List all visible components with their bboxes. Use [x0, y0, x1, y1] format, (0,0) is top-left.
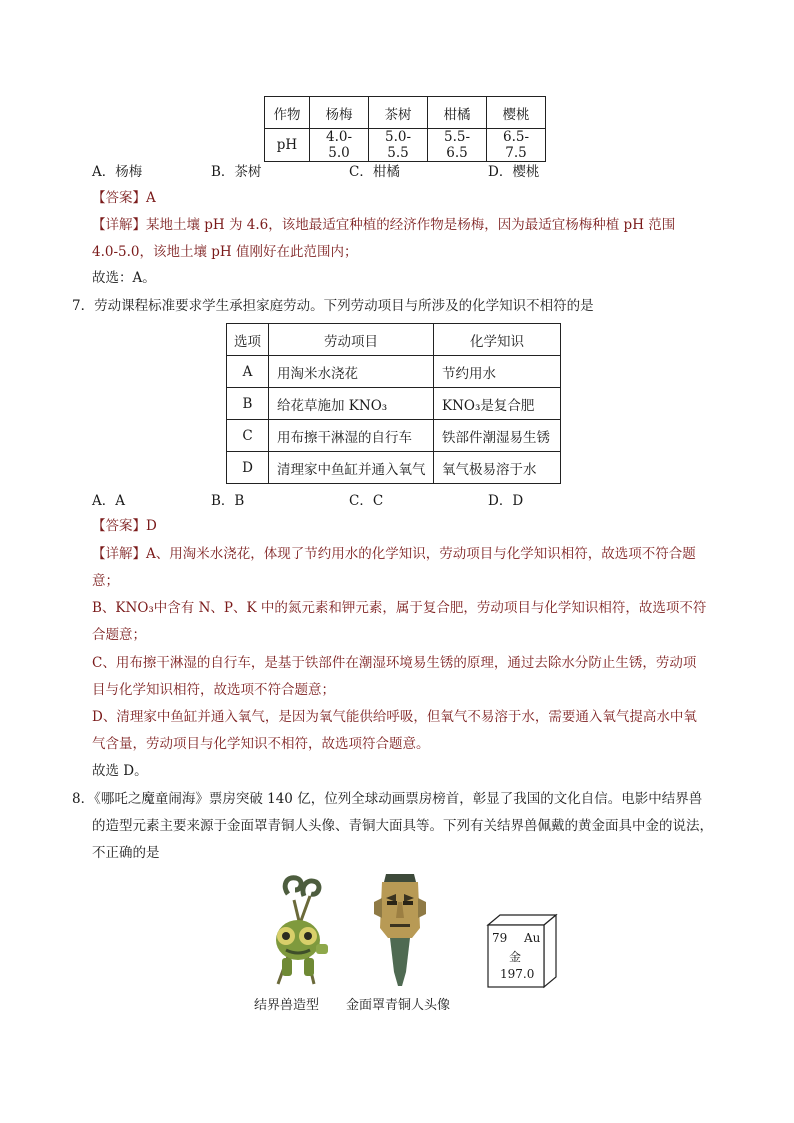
- table-cell: A: [227, 356, 269, 388]
- q7-option-b: B．B: [211, 493, 245, 509]
- element-name: 金: [509, 950, 522, 964]
- table-cell: 樱桃: [487, 97, 546, 129]
- table-cell: 节约用水: [434, 356, 561, 388]
- q6-conclusion: 故选：A。: [92, 270, 156, 286]
- q7-labor-table: [226, 323, 561, 484]
- q7-answer: 【答案】D: [92, 518, 157, 534]
- table-cell: pH: [265, 129, 310, 162]
- q8-stem-line3: 不正确的是: [92, 845, 160, 861]
- table-cell: 劳动项目: [269, 324, 434, 356]
- caption-bronze-head: 金面罩青铜人头像: [346, 998, 451, 1013]
- table-cell: 给花草施加 KNO₃: [269, 388, 434, 420]
- table-cell: 清理家中鱼缸并通入氧气: [269, 452, 434, 484]
- table-cell: 化学知识: [434, 324, 561, 356]
- detail-text: A、用淘米水浇花，体现了节约用水的化学知识，劳动项目与化学知识相符，故选项不符合题: [146, 546, 696, 562]
- table-row: [265, 97, 546, 129]
- q7-option-c: C．C: [349, 493, 384, 509]
- table-cell: 5.0-5.5: [369, 129, 428, 162]
- table-cell: 茶树: [369, 97, 428, 129]
- table-row: [227, 420, 561, 452]
- q7-stem: 7．劳动课程标准要求学生承担家庭劳动。下列劳动项目与所涉及的化学知识不相符的是: [72, 298, 594, 314]
- table-cell: 柑橘: [428, 97, 487, 129]
- table-cell: KNO₃是复合肥: [434, 388, 561, 420]
- detail-tag: 【详解】: [92, 546, 146, 562]
- element-symbol: Au: [524, 931, 541, 945]
- table-cell: 铁部件潮湿易生锈: [434, 420, 561, 452]
- q7-detail-line7: D、清理家中鱼缸并通入氧气，是因为氧气能供给呼吸，但氧气不易溶于水，需要通入氧气提高水中氧: [92, 709, 697, 725]
- q6-detail-line1: [92, 215, 675, 235]
- q7-detail-line2: 意；: [92, 573, 119, 589]
- table-cell: 选项: [227, 324, 269, 356]
- q7-option-a: A．A: [92, 493, 125, 509]
- q7-detail-line6: 目与化学知识相符，故选项不符合题意；: [92, 682, 335, 698]
- detail-tag: 【详解】: [92, 217, 146, 233]
- caption-guardian-beast: 结界兽造型: [254, 998, 320, 1013]
- table-cell: 5.5-6.5: [428, 129, 487, 162]
- table-row: [227, 452, 561, 484]
- q7-detail-line4: 合题意；: [92, 627, 146, 643]
- q7-conclusion: 故选 D。: [92, 763, 148, 779]
- table-row: [227, 356, 561, 388]
- q7-detail-line3: B、KNO₃中含有 N、P、K 中的氮元素和钾元素，属于复合肥，劳动项目与化学知识相符，故选项不符: [92, 600, 707, 616]
- bronze-head-image: [368, 872, 432, 988]
- element-cell-image: [486, 913, 558, 991]
- table-cell: 作物: [265, 97, 310, 129]
- table-row: [265, 129, 546, 162]
- guardian-beast-image: [264, 874, 334, 986]
- q6-detail-line2: 4.0-5.0，该地土壤 pH 值刚好在此范围内；: [92, 244, 358, 260]
- atomic-number: 79: [492, 931, 508, 945]
- q6-option-b: B．茶树: [211, 164, 262, 180]
- atomic-mass: 197.0: [500, 967, 535, 981]
- table-cell: 氧气极易溶于水: [434, 452, 561, 484]
- table-cell: 用布擦干淋湿的自行车: [269, 420, 434, 452]
- table-cell: 6.5-7.5: [487, 129, 546, 162]
- detail-text: 某地土壤 pH 为 4.6，该地最适宜种植的经济作物是杨梅，因为最适宜杨梅种植 pH 范围: [146, 217, 676, 233]
- table-cell: 用淘米水浇花: [269, 356, 434, 388]
- q6-answer: 【答案】A: [92, 190, 156, 206]
- q6-option-c: C．柑橘: [349, 164, 400, 180]
- q7-detail-line1: [92, 544, 696, 564]
- table-cell: B: [227, 388, 269, 420]
- q7-detail-line8: 气含量，劳动项目与化学知识不相符，故选项符合题意。: [92, 736, 430, 752]
- q7-option-d: D．D: [488, 493, 524, 509]
- table-cell: C: [227, 420, 269, 452]
- table-row: [227, 388, 561, 420]
- table-cell: 4.0-5.0: [310, 129, 369, 162]
- q7-detail-line5: C、用布擦干淋湿的自行车，是基于铁部件在潮湿环境易生锈的原理，通过去除水分防止生锈，劳动项: [92, 655, 697, 671]
- table-cell: D: [227, 452, 269, 484]
- table-row: [227, 324, 561, 356]
- q8-stem-line2: 的造型元素主要来源于金面罩青铜人头像、青铜大面具等。下列有关结界兽佩戴的黄金面具中金的说法，: [92, 818, 713, 834]
- q6-ph-table: [264, 96, 546, 162]
- q8-stem-line1: 8．《哪吒之魔童闹海》票房突破 140 亿，位列全球动画票房榜首，彰显了我国的文化自信。电影中结界兽: [72, 791, 703, 807]
- q6-option-a: A．杨梅: [92, 164, 143, 180]
- table-cell: 杨梅: [310, 97, 369, 129]
- q6-option-d: D．樱桃: [488, 164, 540, 180]
